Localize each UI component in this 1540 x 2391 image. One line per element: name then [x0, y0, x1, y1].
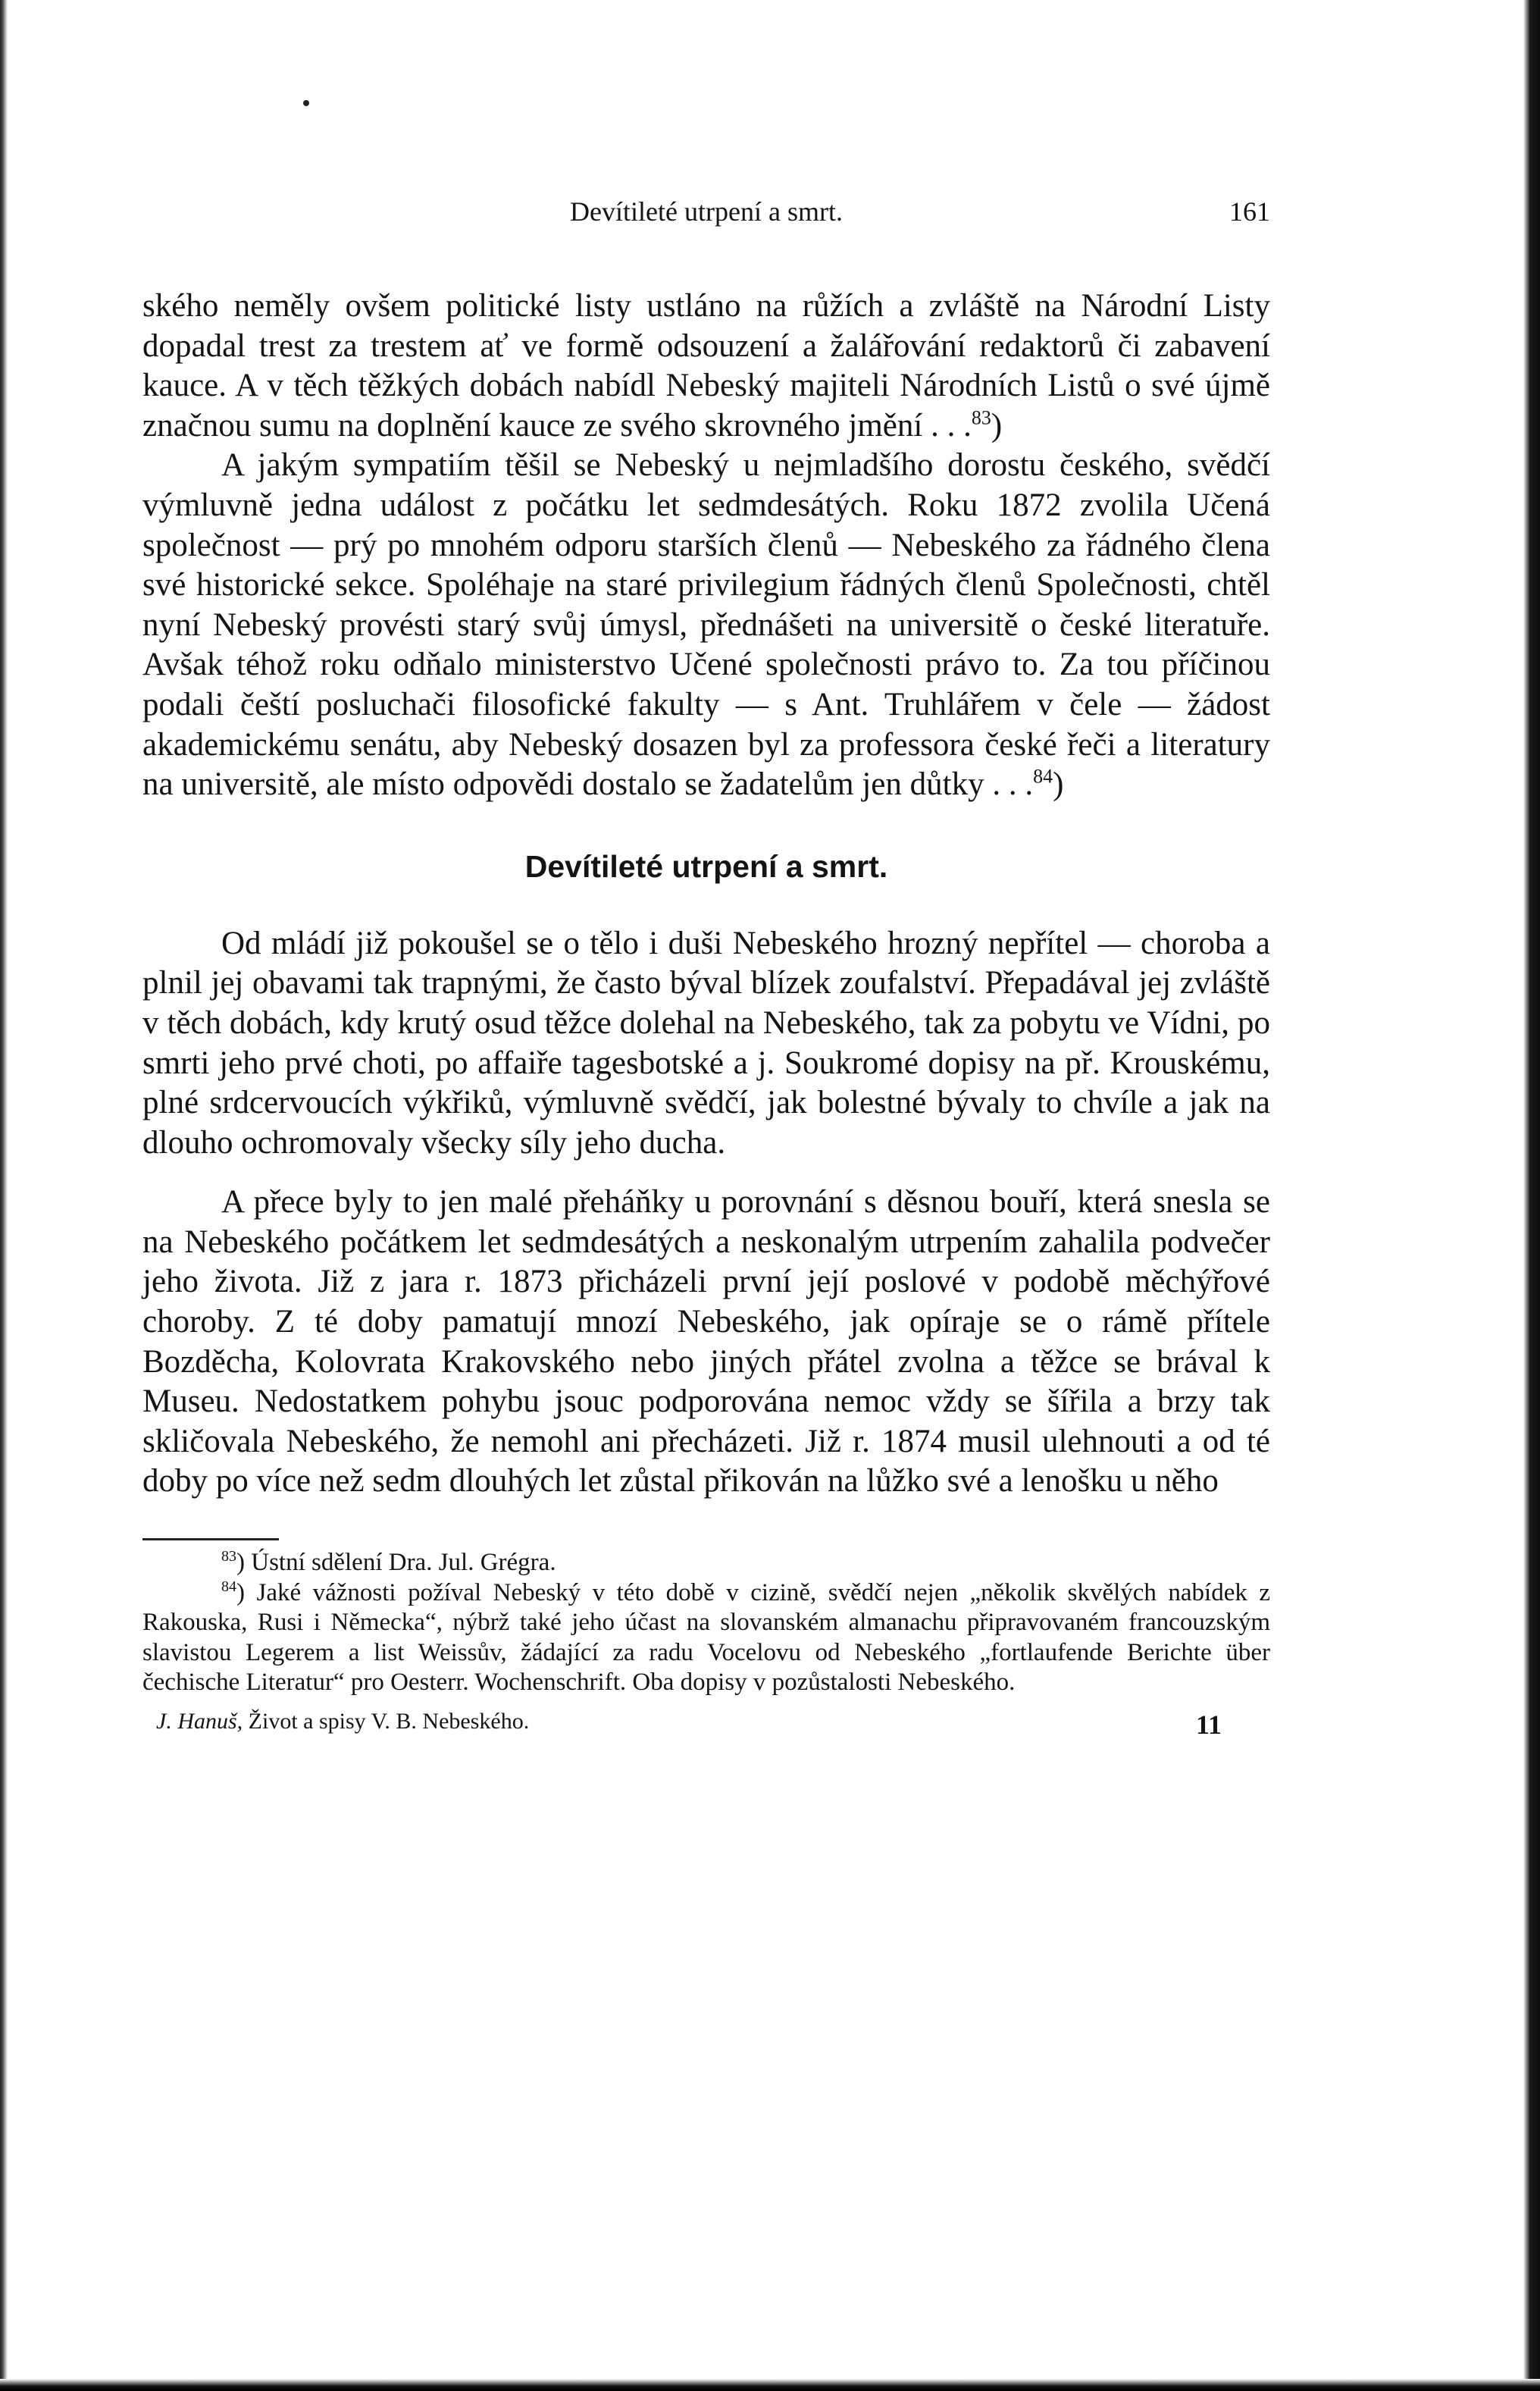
citation-title: Život a spisy V. B. Nebeského. — [248, 1708, 530, 1734]
footnote-ref-84: 84 — [1033, 765, 1053, 788]
scan-edge-bottom — [0, 2379, 1540, 2391]
paragraph-2-text: A jakým sympatiím těšil se Nebeský u nejmladšího dorostu českého, svědčí výmluvně jedna událost z počátku let sedmdesátých. Roku 1872 zvolila Učená společnost — prý po mnohém odporu starších členů — Nebeského za řádného člena své historické sekce. Spoléhaje na staré privilegium řádných členů Společnosti, chtěl nyní Nebeský provésti starý svůj úmysl, přednášeti na universitě o české literatuře. Avšak téhož roku odňalo ministerstvo Učené společnosti právo to. Za tou příčinou podali čeští posluchači filosofické fakulty — s Ant. Truhlářem v čele — žádost akademickému senátu, aby Nebeský dosazen byl za professora české řeči a literatury na universitě, ale místo odpovědi dostalo se žadatelům jen důtky . . . — [142, 447, 1270, 803]
page-number: 161 — [1229, 196, 1270, 227]
paragraph-2: A jakým sympatiím těšil se Nebeský u nejmladšího dorostu českého, svědčí výmluvně jedna událost z počátku let sedmdesátých. Roku 1872 zvolila Učená společnost — prý po mnohém odporu starších členů — Nebeského za řádného člena své historické sekce. Spoléhaje na staré privilegium řádných členů Společnosti, chtěl nyní Nebeský provésti starý svůj úmysl, přednášeti na universitě o české literatuře. Avšak téhož roku odňalo ministerstvo Učené společnosti právo to. Za tou příčinou podali čeští posluchači filosofické fakulty — s Ant. Truhlářem v čele — žádost akademickému senátu, aby Nebeský dosazen byl za professora české řeči a literatury na universitě, ale místo odpovědi dostalo se žadatelům jen důtky . . .$^{84}$) — [142, 447, 1270, 803]
paragraph-1-text: ského neměly ovšem politické listy ustláno na růžích a zvláště na Národní Listy dopadal trest za trestem ať ve formě odsouzení a žalářování redaktorů či zabavení kauce. A v těch těžkých dobách nabídl Nebeský majiteli Národních Listů o své újmě značnou sumu na doplnění kauce ze svého skrovného jmění . . . — [142, 288, 1270, 443]
page-footer — [142, 1709, 1270, 1742]
scan-edge-right — [1523, 0, 1540, 2391]
running-head — [142, 196, 1270, 235]
paragraph-1: ského neměly ovšem politické listy ustláno na růžích a zvláště na Národní Listy dopadal trest za trestem ať ve formě odsouzení a žalářování redaktorů či zabavení kauce. A v těch těžkých dobách nabídl Nebeský majiteli Národních Listů o své újmě značnou sumu na doplnění kauce ze svého skrovného jmění . . .$^{83}$) — [142, 288, 1270, 443]
footnote-text: Jaké vážnosti požíval Nebeský v této době v cizině, svědčí nejen „několik skvělých nabídek z Rakouska, Rusi i Německa“, nýbrž také jeho účast na slovanském almanachu připravovaném francouzským slavistou Legerem a list Weissův, žádající za radu Vocelovu od Nebeského „fortlaufende Berichte über čechische Literatur“ pro Oesterr. Wochenschrift. Oba dopisy v pozůstalosti Nebeského. — [142, 1578, 1270, 1697]
footnote-83: $^{83}$) Ústní sdělení Dra. Jul. Grégra. — [221, 1548, 556, 1577]
paragraph-gap — [142, 1163, 1270, 1183]
signature-mark: 11 — [1195, 1709, 1222, 1740]
footnote-text: Ústní sdělení Dra. Jul. Grégra. — [251, 1549, 556, 1577]
footer-citation — [156, 1709, 529, 1734]
section-heading: Devítileté utrpení a smrt. — [524, 848, 888, 884]
scan-edge-left — [0, 0, 8, 2391]
footnote-84: $^{84}$) Jaké vážnosti požíval Nebeský v této době v cizině, svědčí nejen „několik skvělých nabídek z Rakouska, Rusi i Německa“, nýbrž také jeho účast na slovanském almanachu připravovaném francouzským slavistou Legerem a list Weissův, žádající za radu Vocelovu od Nebeského „fortlaufende Berichte über čechische Literatur“ pro Oesterr. Wochenschrift. Oba dopisy v pozůstalosti Nebeského. — [142, 1578, 1270, 1697]
footnote-rule — [142, 1538, 279, 1540]
citation-author: J. Hanuš, — [156, 1708, 243, 1734]
footnote-mark: 83 — [221, 1548, 236, 1565]
scan-speck — [303, 100, 309, 106]
footnote-mark: 84 — [221, 1578, 236, 1595]
running-title: Devítileté utrpení a smrt. — [570, 196, 843, 227]
footnote-ref-83: 83 — [971, 406, 991, 429]
book-page — [142, 196, 1270, 1742]
paragraph-4: A přece byly to jen malé přeháňky u porovnání s děsnou bouří, která snesla se na Nebeského počátkem let sedmdesátých a neskonalým utrpením zahalila podvečer jeho života. Již z jara r. 1873 přicházeli první její poslové v podobě měchýřové choroby. Z té doby pamatují mnozí Nebeského, jak opíraje se o rámě přítele Bozděcha, Kolovrata Krakovského nebo jiných přátel zvolna a těžce se brával k Museu. Nedostatkem pohybu jsouc podporována nemoc vždy se šířila a brzy tak skličovala Nebeského, že nemohl ani přecházeti. Již r. 1874 musil ulehnouti a od té doby po více než sedm dlouhých let zůstal přikován na lůžko své a lenošku u něho — [142, 1184, 1270, 1499]
paragraph-3: Od mládí již pokoušel se o tělo i duši Nebeského hrozný nepřítel — choroba a plnil jej obavami tak trapnými, že často býval blízek zoufalství. Přepadával jej zvláště v těch dobách, kdy krutý osud těžce dolehal na Nebeského, tak za pobytu ve Vídni, po smrti jeho prvé choti, po affaiře tagesbotské a j. Soukromé dopisy na př. Krouskému, plné srdcervoucích výkřiků, výmluvně svědčí, jak bolestné bývaly to chvíle a jak na dlouho ochromovaly všecky síly jeho ducha. — [142, 925, 1270, 1161]
